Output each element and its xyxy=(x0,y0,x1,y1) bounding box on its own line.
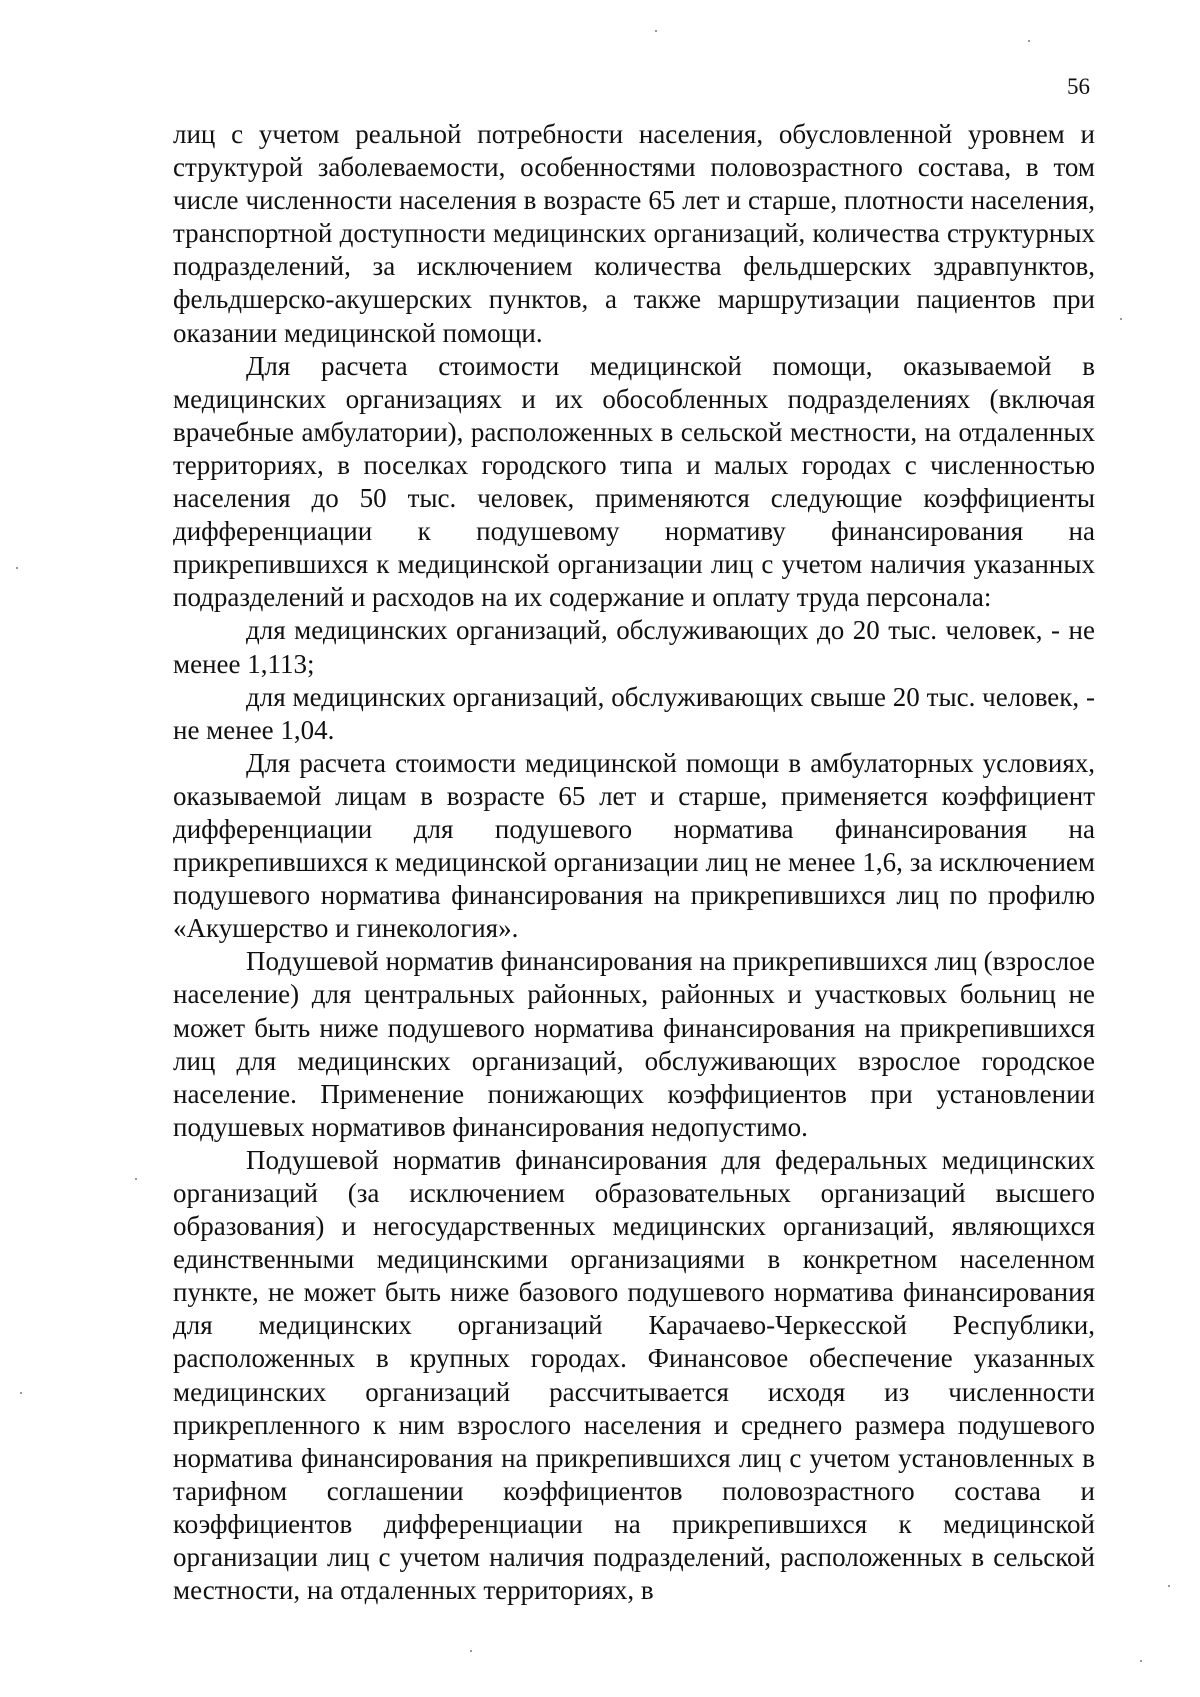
scan-speck xyxy=(1140,1660,1142,1662)
scan-speck xyxy=(1120,318,1122,320)
paragraph-2: Для расчета стоимости медицинской помощи, оказываемой в медицинских организациях и их обособленных подразделениях (включая врачебные амбулатории), расположенных в сельской местности, на отдаленных территориях, в поселках городского типа и малых городах с численностью населения до 50 тыс. человек, применяются следующие коэффициенты дифференциации к подушевому нормативу финансирования на прикрепившихся к медицинской организации лиц с учетом наличия указанных подразделений и расходов на их содержание и оплату труда персонала: xyxy=(173,350,1095,613)
scan-speck xyxy=(470,1650,472,1652)
scan-speck xyxy=(1168,1585,1170,1587)
scan-speck xyxy=(1028,40,1030,42)
paragraph-6: Подушевой норматив финансирования на прикрепившихся лиц (взрослое население) для центральных районных, районных и участковых больниц не может быть ниже подушевого норматива финансирования на прикрепившихся лиц для медицинских организаций, обслуживающих взрослое городское население. Применение понижающих коэффициентов при установлении подушевых нормативов финансирования недопустимо. xyxy=(173,946,1095,1142)
paragraph-4: для медицинских организаций, обслуживающих свыше 20 тыс. человек, - не менее 1,04. xyxy=(173,681,1095,745)
document-body xyxy=(173,118,1095,1607)
scan-speck xyxy=(16,567,18,569)
paragraph-1: лиц с учетом реальной потребности населения, обусловленной уровнем и структурой заболеваемости, особенностями половозрастного состава, в том числе численности населения в возрасте 65 лет и старше, плотности населения, транспортной доступности медицинских организаций, количества структурных подразделений, за исключением количества фельдшерских здравпунктов, фельдшерско-акушерских пунктов, а также маршрутизации пациентов при оказании медицинской помощи. xyxy=(173,119,1095,348)
paragraph-5: Для расчета стоимости медицинской помощи в амбулаторных условиях, оказываемой лицам в возрасте 65 лет и старше, применяется коэффициент дифференциации для подушевого норматива финансирования на прикрепившихся к медицинской организации лиц не менее 1,6, за исключением подушевого норматива финансирования на прикрепившихся лиц по профилю «Акушерство и гинекология». xyxy=(173,747,1095,944)
scan-speck xyxy=(655,30,657,32)
page-number: 56 xyxy=(1067,74,1090,99)
paragraph-3: для медицинских организаций, обслуживающих до 20 тыс. человек, - не менее 1,113; xyxy=(173,615,1095,679)
scan-speck xyxy=(20,1392,22,1394)
paragraph-7: Подушевой норматив финансирования для федеральных медицинских организаций (за исключением образовательных организаций высшего образования) и негосударственных медицинских организаций, являющихся единственными медицинскими организациями в конкретном населенном пункте, не может быть ниже базового подушевого норматива финансирования для медицинских организаций Карачаево-Черкесской Республики, расположенных в крупных городах. Финансовое обеспечение указанных медицинских организаций рассчитывается исходя из численности прикрепленного к ним взрослого населения и среднего размера подушевого норматива финансирования на прикрепившихся лиц с учетом установленных в тарифном соглашении коэффициентов половозрастного состава и коэффициентов дифференциации на прикрепившихся к медицинской организации лиц с учетом наличия подразделений, расположенных в сельской местности, на отдаленных территориях, в xyxy=(173,1144,1095,1606)
scan-speck xyxy=(135,1178,137,1180)
